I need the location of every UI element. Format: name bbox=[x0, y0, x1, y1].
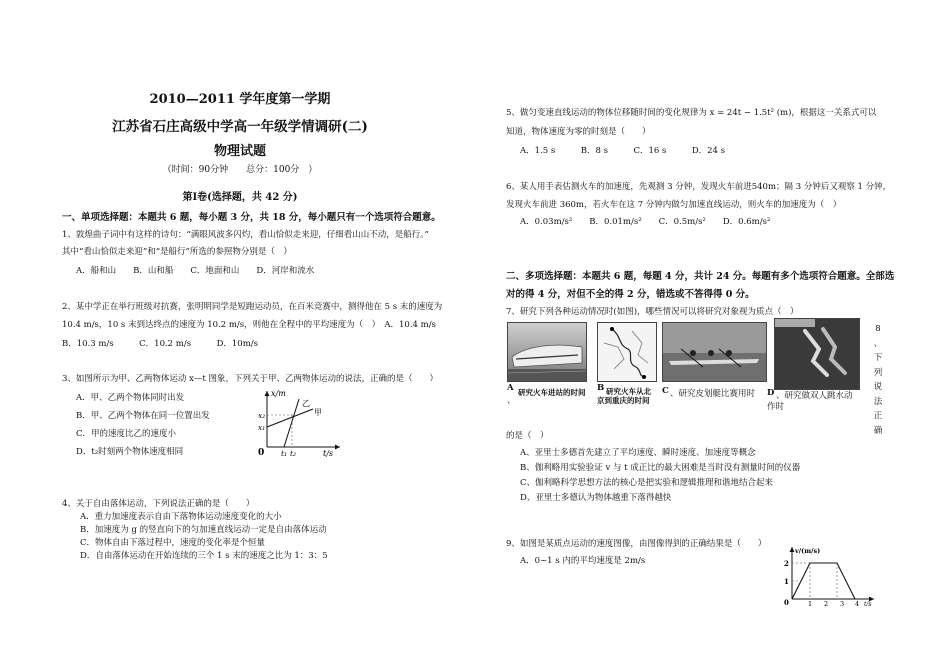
q3-graph-origin: 0 bbox=[258, 448, 265, 458]
q9-graph-origin: 0 bbox=[784, 598, 789, 607]
q2-options: B．10.3 m/s C．10.2 m/s D．10m/s bbox=[62, 339, 258, 349]
q7-caption-a: 研究火车进站的时间 bbox=[518, 388, 586, 397]
q7-caption-d-line1: 、研究做双人跳水动 bbox=[776, 391, 853, 401]
q8-vertical-stem bbox=[872, 322, 884, 438]
q8-char: 8 bbox=[875, 324, 881, 334]
q8-char: 说 bbox=[873, 382, 883, 392]
q1-line1: 1、敦煌曲子词中有这样的诗句：“满眼风波多闪灼，看山恰似走来迎，仔细看山山不动，是船行。” bbox=[62, 230, 429, 240]
q5-options: A．1.5 s B．8 s C．16 s D．24 s bbox=[520, 146, 726, 156]
q3-graph-x1: x₁ bbox=[258, 423, 266, 432]
q7-stem: 7、研究下列各种运动情况时(如图)，哪些情况可以将研究对象视为质点（ ） bbox=[506, 307, 799, 317]
q1-line2: 其中“看山恰似走来迎”和“是船行”所选的参照物分别是（ ） bbox=[62, 247, 292, 257]
q7-caption-d-line2: 作时 bbox=[767, 402, 785, 412]
route-map-illustration bbox=[598, 323, 656, 381]
q9-graph-x4: 4 bbox=[855, 600, 860, 607]
q5-line1: 5、做匀变速直线运动的物体位移随时间的变化规律为 x = 24t − 1.5t² (m)，根据这一关系式可以 bbox=[506, 108, 877, 118]
q3-option-c: C．甲的速度比乙的速度小 bbox=[76, 429, 177, 439]
q8-char: 、 bbox=[873, 338, 883, 349]
q9-vt-graph bbox=[778, 543, 878, 607]
q2-line2: 10.4 m/s，10 s 末到达终点的速度为 10.2 m/s，则他在全程中的平均速度为（ ） A．10.4 m/s bbox=[62, 320, 436, 330]
q3-graph-xlabel: t/s bbox=[323, 449, 334, 458]
q2-line1: 2、某中学正在举行班级对抗赛，张明明同学是短跑运动员，在百米竞赛中，测得他在 5 s 末的速度为 bbox=[62, 302, 443, 312]
q7-caption-d-letter: D bbox=[767, 388, 775, 398]
q8-char: 正 bbox=[873, 411, 883, 421]
q3-option-d: D．t₂时刻两个物体速度相同 bbox=[76, 447, 184, 457]
q7-image-map bbox=[597, 322, 657, 382]
q8-char: 列 bbox=[873, 367, 883, 378]
q4-option-c: C．物体自由下落过程中，速度的变化率是个恒量 bbox=[80, 538, 266, 548]
q4-stem: 4、关于自由落体运动，下列说法正确的是（ ） bbox=[62, 499, 255, 509]
q6-options: A．0.03m/s² B．0.01m/s² C．0.5m/s² D．0.6m/s² bbox=[520, 217, 771, 227]
q6-line1: 6、某人用手表估测火车的加速度，先观测 3 分钟，发现火车前进540m；隔 3 分钟后又观察 1 分钟， bbox=[506, 182, 892, 192]
q3-option-b: B．甲、乙两个物体在同一位置出发 bbox=[76, 411, 210, 421]
exam-year: 2010—2011 学年度第一学期 bbox=[149, 92, 331, 107]
q7-caption-b-line2: 京到重庆的时间 bbox=[597, 396, 650, 405]
q4-option-a: A．重力加速度表示自由下落物体运动速度变化的大小 bbox=[80, 512, 282, 522]
kayak-illustration bbox=[663, 323, 766, 381]
q9-stem: 9、如图是某质点运动的速度图像，由图像得到的正确结果是（ ） bbox=[506, 539, 767, 549]
q8-char: 确 bbox=[873, 425, 883, 436]
q4-option-d: D．自由落体运动在开始连续的三个 1 s 末的速度之比为 1：3：5 bbox=[80, 551, 328, 561]
q7-caption-c: 、研究皮划艇比赛用时 bbox=[670, 389, 756, 399]
q3-stem: 3、如图所示为甲、乙两物体运动 x—t 图象，下列关于甲、乙两物体运动的说法，正确的是（ ） bbox=[62, 374, 439, 384]
q3-graph-t2: t₂ bbox=[290, 449, 297, 458]
q8-option-a: A、亚里士多德首先建立了平均速度、瞬时速度、加速度等概念 bbox=[520, 448, 756, 458]
q4-option-b: B．加速度为 g 的竖直向下的匀加速直线运动一定是自由落体运动 bbox=[80, 525, 327, 535]
section2-title-line2: 对的得 4 分，对但不全的得 2 分，错选或不答得得 0 分。 bbox=[506, 289, 755, 300]
q5-line2: 知道，物体速度为零的时刻是（ ） bbox=[506, 127, 651, 137]
q8-char: 法 bbox=[873, 396, 883, 407]
section1-title: 一、单项选择题：本题共 6 题，每小题 3 分，共 18 分，每小题只有一个选项符合题意。 bbox=[62, 212, 441, 223]
q9-graph-x1: 1 bbox=[808, 600, 813, 607]
q9-option-a: A．0~1 s 内的平均速度是 2m/s bbox=[520, 556, 646, 566]
q3-graph-x2: x₂ bbox=[258, 411, 266, 420]
part-heading: 第Ⅰ卷(选择题，共 42 分) bbox=[182, 192, 298, 203]
q7-image-kayak bbox=[662, 322, 767, 382]
exam-meta: （时间：90分钟 总分：100分 ） bbox=[162, 165, 318, 175]
q9-graph-x2: 2 bbox=[824, 600, 829, 607]
q8-option-d: D、亚里士多德认为物体越重下落得越快 bbox=[520, 493, 672, 503]
q9-graph-ylabel: v/(m/s) bbox=[795, 547, 821, 555]
q7-caption-b-line1: 研究火车从北 bbox=[606, 387, 651, 396]
exam-title: 江苏省石庄高级中学高一年级学情调研(二) bbox=[112, 119, 368, 135]
exam-subject: 物理试题 bbox=[213, 144, 266, 159]
q7-caption-a-comma: 、 bbox=[507, 396, 516, 406]
q8-char: 下 bbox=[873, 353, 883, 363]
q9-graph-x3: 3 bbox=[840, 600, 845, 607]
q3-xt-graph bbox=[255, 385, 345, 460]
q3-graph-jia: 甲 bbox=[314, 408, 322, 417]
q3-graph-yi: 乙 bbox=[302, 399, 310, 408]
q1-options: A．船和山 B．山和船 C．地面和山 D．河岸和流水 bbox=[76, 266, 315, 276]
q9-graph-y1: 1 bbox=[784, 577, 789, 586]
diving-illustration bbox=[775, 319, 859, 389]
q8-option-c: C、伽利略科学思想方法的核心是把实验和逻辑推理和谐地结合起来 bbox=[520, 478, 774, 488]
q7-caption-b-letter: B bbox=[597, 383, 605, 393]
q8-option-b: B、伽利略用实验验证 v 与 t 成正比的最大困难是当时没有测量时间的仪器 bbox=[520, 463, 801, 473]
q7-caption-a-letter: A bbox=[507, 383, 514, 393]
q9-graph-y2: 2 bbox=[784, 559, 789, 568]
q6-line2: 发现火车前进 360m，若火车在这 7 分钟内做匀加速直线运动，则火车的加速度为（ ） bbox=[506, 200, 842, 210]
q7-caption-c-letter: C bbox=[662, 386, 669, 396]
train-illustration bbox=[508, 323, 586, 381]
q9-graph-xlabel: t/s bbox=[864, 601, 872, 607]
q3-graph-ylabel: x/m bbox=[271, 389, 286, 398]
q7-image-train bbox=[507, 322, 587, 382]
q3-option-a: A．甲、乙两个物体同时出发 bbox=[76, 393, 185, 403]
q3-graph-t1: t₁ bbox=[281, 449, 288, 458]
q7-image-diving bbox=[774, 318, 860, 390]
section2-title-line1: 二、多项选择题：本题共 6 题，每题 4 分，共计 24 分。每题有多个选项符合题意。全部选 bbox=[506, 271, 895, 282]
q8-stem-tail: 的是（ ） bbox=[506, 431, 549, 441]
